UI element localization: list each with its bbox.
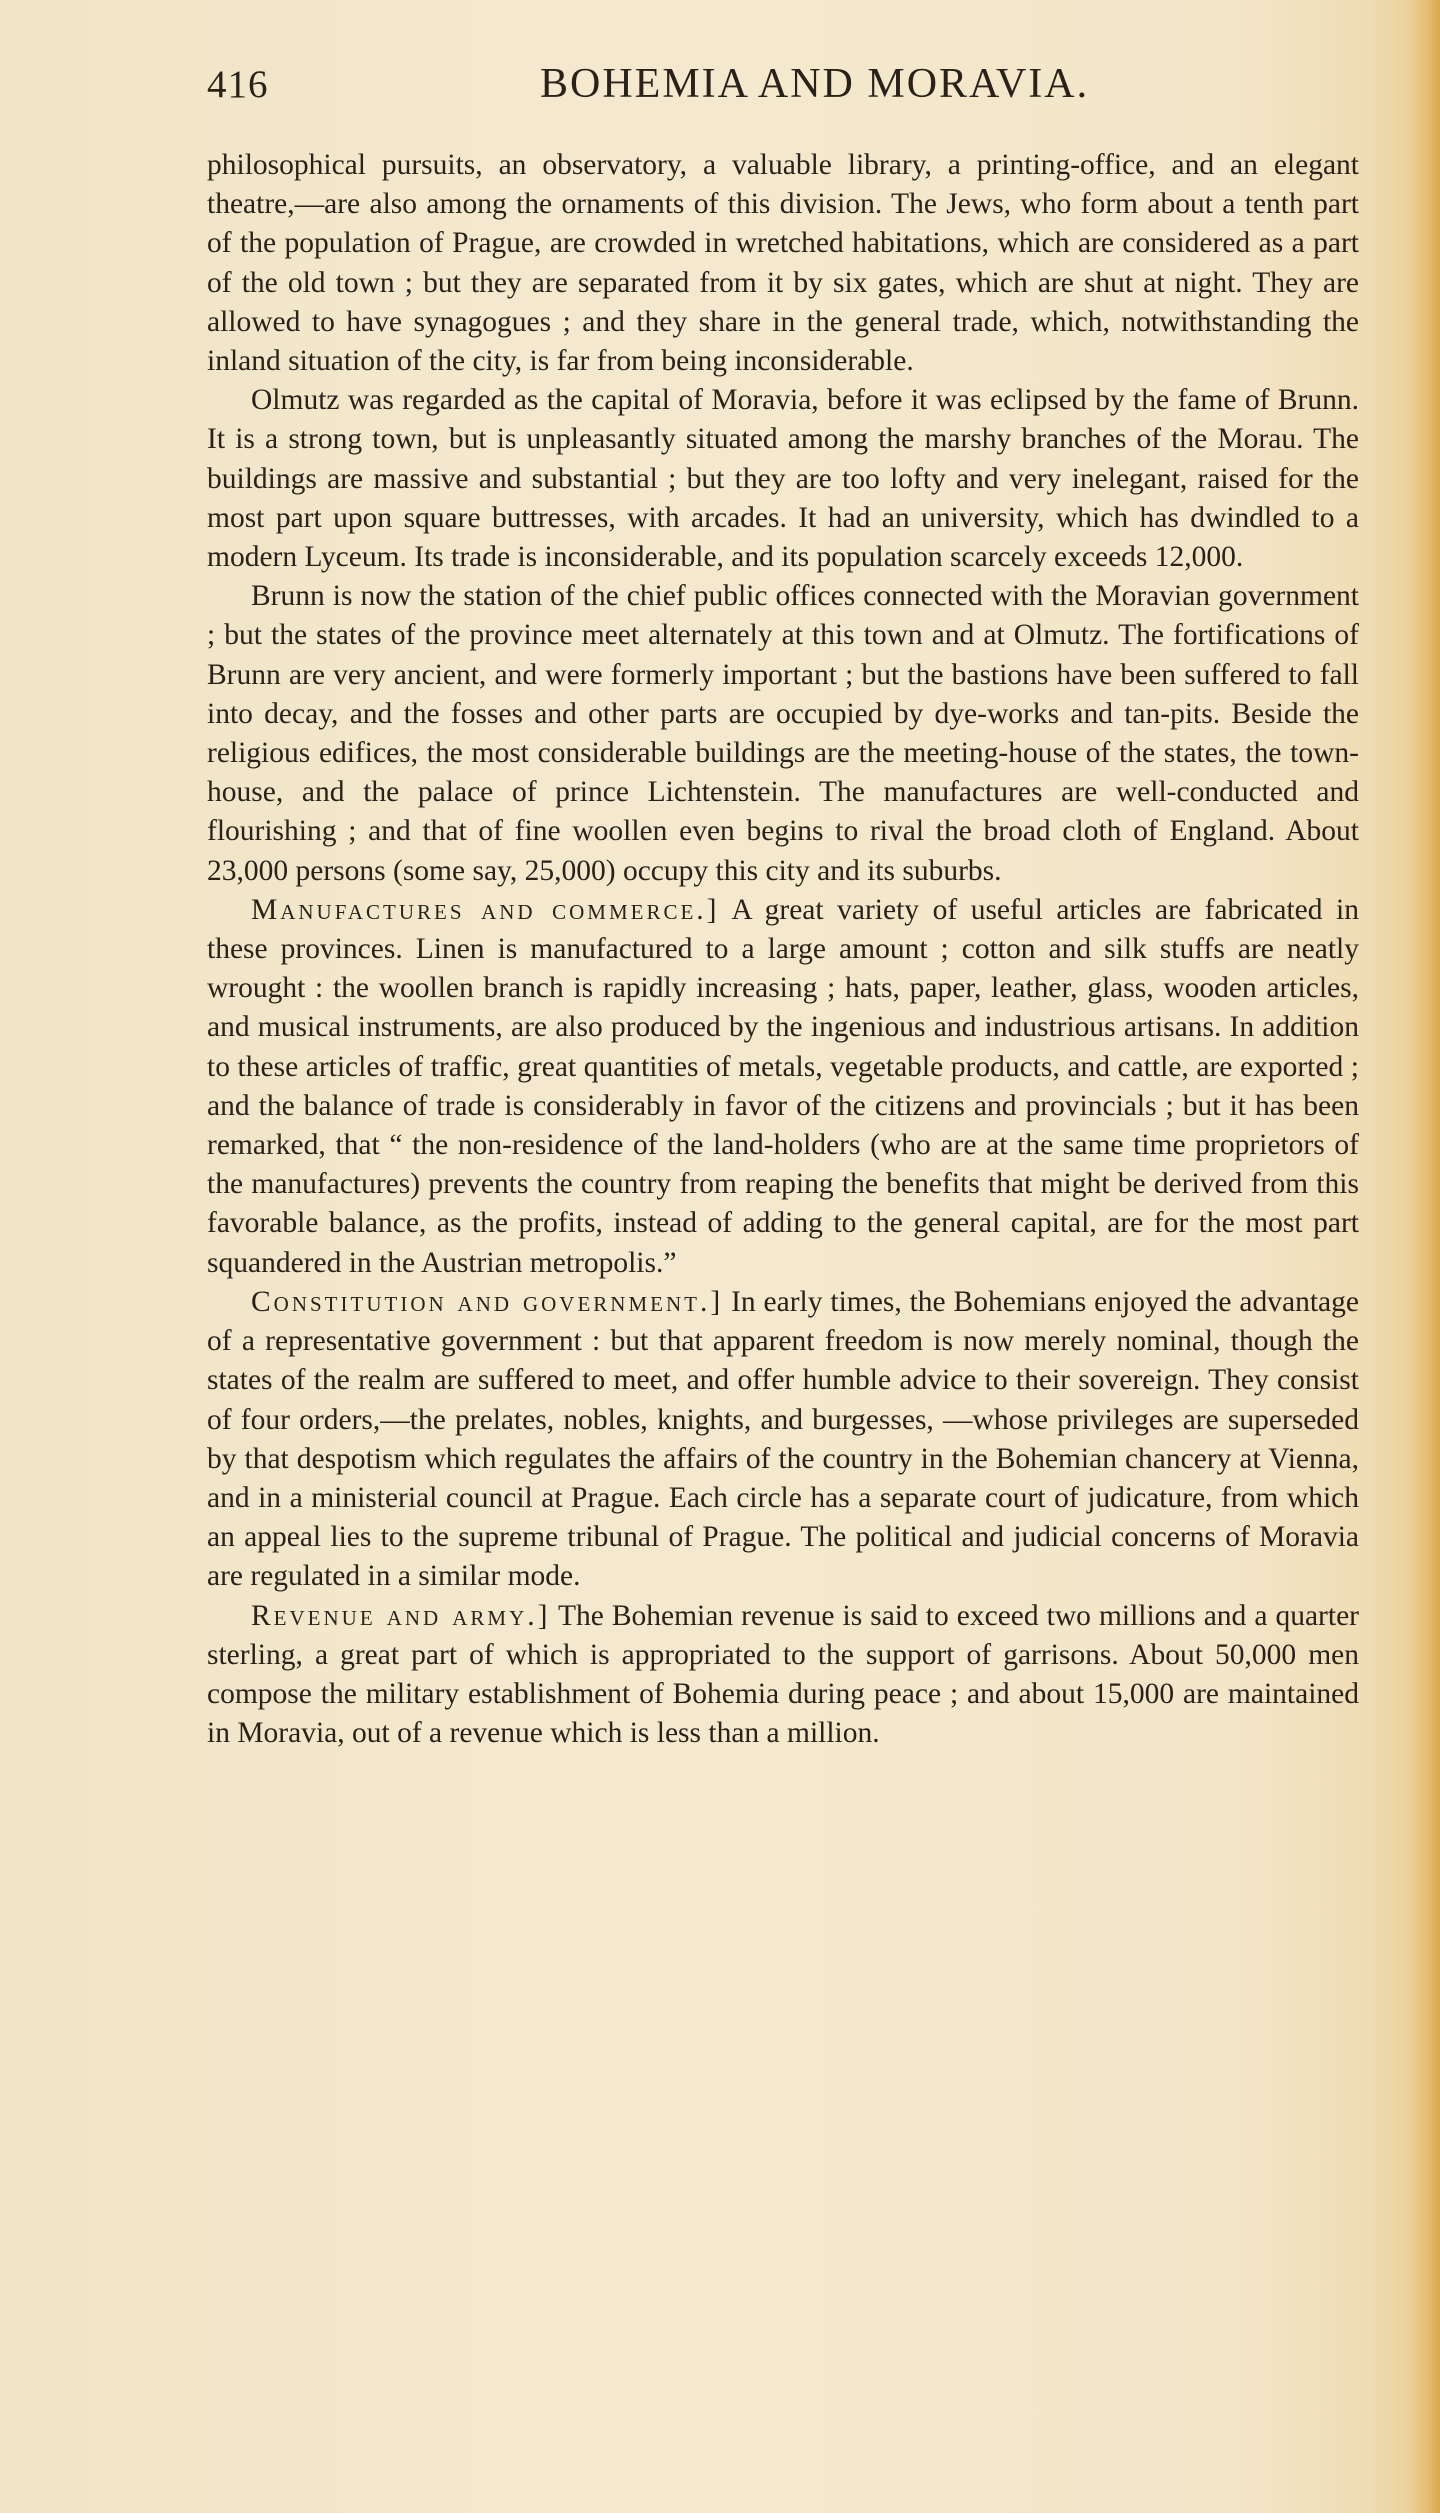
- paragraph-prague-continued: philosophical pursuits, an observatory, a valuable library, a printing-office, and an elegant theatre,—are also among the ornaments of this division. The Jews, who form about a tenth part of the population of Prague, are crowded in wretched habitations, which are considered as a part of the old town ; but they are separated from it by six gates, which are shut at night. They are allowed to have synagogues ; and they share in the general trade, which, notwithstanding the inland situation of the city, is far from being inconsiderable.: [207, 149, 1359, 378]
- section-heading-revenue: Revenue and army.]: [251, 1599, 551, 1632]
- section-heading-constitution: Constitution and government.]: [251, 1285, 724, 1318]
- page-edge-shading: [1410, 0, 1440, 2513]
- page-number: 416: [207, 63, 269, 106]
- paragraph-manufactures-text: A great variety of useful articles are fabricated in these provinces. Linen is manufactured to a large amount ; cotton and silk stuffs are neatly wrought : the woollen branch is rapidly increasing ; hats, paper, leather, glass, wooden articles, and musical instruments, are also produced by the ingenious and industrious artisans. In addition to these articles of traffic, great quantities of metals, vegetable products, and cattle, are exported ; and the balance of trade is considerably in favor of the citizens and provincials ; but it has been remarked, that “ the non-residence of the land-holders (who are at the same time proprietors of the manufactures) prevents the country from reaping the benefits that might be derived from this favorable balance, as the profits, instead of adding to the general capital, are for the most part squandered in the Austrian metropolis.”: [207, 893, 1359, 1279]
- paragraph-constitution: [207, 1283, 1359, 1597]
- section-heading-manufactures: Manufactures and commerce.]: [251, 893, 720, 926]
- paragraph-brunn: Brunn is now the station of the chief public offices connected with the Moravian government ; but the states of the province meet alternately at this town and at Olmutz. The fortifications of Brunn are very ancient, and were formerly important ; but the bastions have been suffered to fall into decay, and the fosses and other parts are occupied by dye-works and tan-pits. Beside the religious edifices, the most considerable buildings are the meeting-house of the states, the town-house, and the palace of prince Lichtenstein. The manufactures are well-conducted and flourishing ; and that of fine woollen even begins to rival the broad cloth of England. About 23,000 persons (some say, 25,000) occupy this city and its suburbs.: [207, 580, 1359, 887]
- paragraph-manufactures: [207, 891, 1359, 1283]
- paragraph-constitution-text: In early times, the Bohemians enjoyed the advantage of a representative government : but that apparent freedom is now merely nominal, though the states of the realm are suffered to meet, and offer humble advice to their sovereign. They consist of four orders,—the prelates, nobles, knights, and burgesses, —whose privileges are superseded by that despotism which regulates the affairs of the country in the Bohemian chancery at Vienna, and in a ministerial council at Prague. Each circle has a separate court of judicature, from which an appeal lies to the supreme tribunal of Prague. The political and judicial concerns of Moravia are regulated in a similar mode.: [207, 1285, 1359, 1593]
- paragraph-olmutz: Olmutz was regarded as the capital of Moravia, before it was eclipsed by the fame of Brunn. It is a strong town, but is unpleasantly situated among the marshy branches of the Morau. The buildings are massive and substantial ; but they are too lofty and very inelegant, raised for the most part upon square buttresses, with arcades. It had an university, which has dwindled to a modern Lyceum. Its trade is inconsiderable, and its population scarcely exceeds 12,000.: [207, 384, 1359, 574]
- paragraph-revenue: [207, 1597, 1359, 1754]
- body-text: [207, 146, 1359, 1753]
- paragraph-revenue-text: The Bohemian revenue is said to exceed two millions and a quarter sterling, a great part of which is appropriated to the support of garrisons. About 50,000 men compose the military establishment of Bohemia during peace ; and about 15,000 are maintained in Moravia, out of a revenue which is less than a million.: [207, 1599, 1359, 1750]
- running-head: BOHEMIA AND MORAVIA.: [540, 61, 1090, 107]
